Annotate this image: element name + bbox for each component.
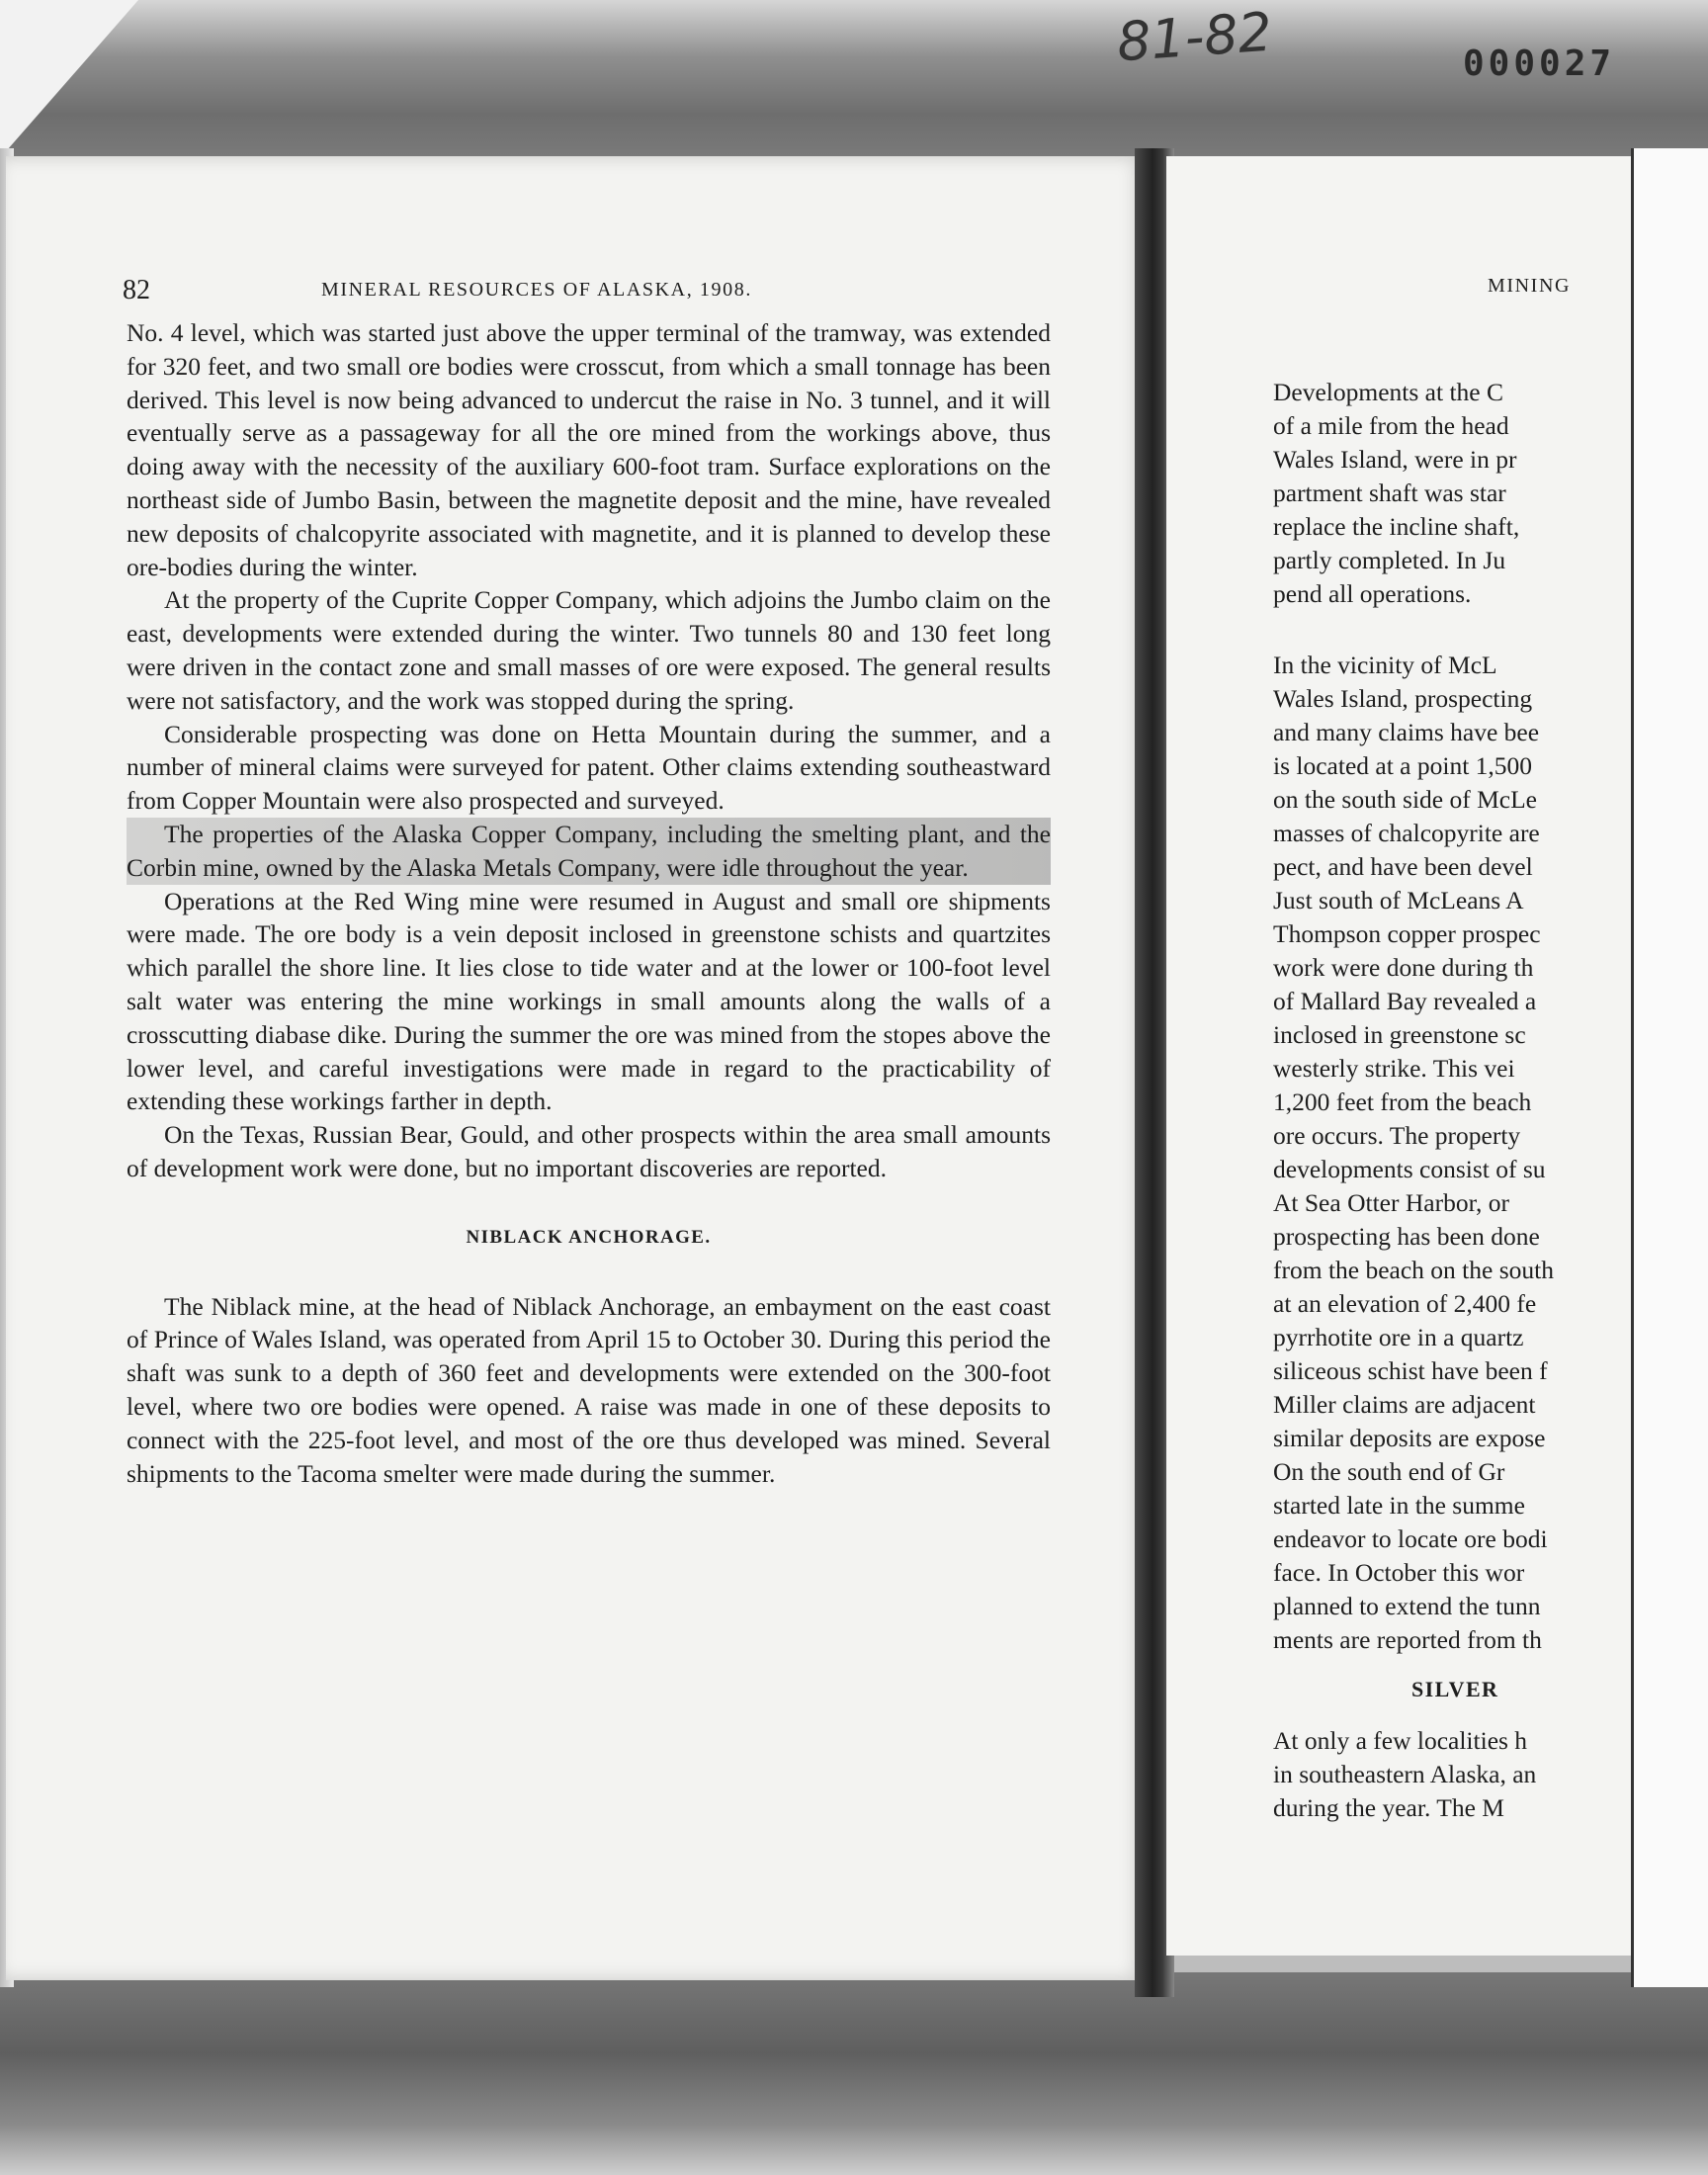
text-line: Miller claims are adjacent	[1273, 1390, 1536, 1419]
running-head-title: MINERAL RESOURCES OF ALASKA, 1908.	[321, 279, 752, 301]
scanner-bottom-band	[0, 1972, 1708, 2175]
text-line: 1,200 feet from the beach	[1273, 1088, 1532, 1116]
section-heading: SILVER	[1411, 1677, 1499, 1701]
text-line: pend all operations.	[1273, 579, 1472, 608]
right-edge-strip	[1631, 148, 1708, 1987]
right-running-head: MINING	[1488, 275, 1572, 297]
text-line: partly completed. In Ju	[1273, 546, 1506, 574]
scanner-top-band	[0, 0, 1708, 163]
text-line: during the year. The M	[1273, 1793, 1504, 1822]
text-line: At only a few localities h	[1273, 1726, 1528, 1755]
text-line: of Mallard Bay revealed a	[1273, 987, 1537, 1015]
text-line: in southeastern Alaska, an	[1273, 1760, 1537, 1788]
text-line: pect, and have been devel	[1273, 852, 1533, 881]
text-line: planned to extend the tunn	[1273, 1592, 1541, 1620]
text-line: is located at a point 1,500	[1273, 751, 1533, 780]
paragraph: Operations at the Red Wing mine were resumed in August and small ore shipments were made. The ore body is a vein deposit inclosed in greenstone schists and quartzites which parallel the shore line. It lies close to tide water and at the lower or 100-foot level salt water was entering the mine workings in small amounts along the walls of a crosscutting diabase dike. During the summer the ore was mined from the stopes above the lower level, and careful investigations were made in regard to the practicability of extending these workings farther in depth.	[127, 886, 1051, 1116]
text-line: inclosed in greenstone sc	[1273, 1020, 1526, 1049]
text-line: Wales Island, prospecting	[1273, 684, 1533, 713]
folded-corner	[0, 0, 138, 158]
section-heading: NIBLACK ANCHORAGE.	[466, 1226, 712, 1248]
text-line: partment shaft was star	[1273, 478, 1506, 507]
text-line: face. In October this wor	[1273, 1558, 1525, 1587]
text-line: Developments at the C	[1273, 378, 1503, 406]
right-page	[1166, 156, 1631, 1956]
left-running-head	[119, 275, 1068, 314]
text-line: of a mile from the head	[1273, 411, 1509, 440]
text-line: Just south of McLeans A	[1273, 886, 1524, 914]
text-line: and many claims have bee	[1273, 718, 1540, 746]
page-number: 82	[123, 275, 150, 305]
text-line: at an elevation of 2,400 fe	[1273, 1289, 1537, 1318]
text-line: ments are reported from th	[1273, 1625, 1542, 1654]
text-line: work were done during th	[1273, 953, 1534, 982]
paragraph: On the Texas, Russian Bear, Gould, and other prospects within the area small amounts of development work were done, but no important discoveries are reported.	[127, 1120, 1051, 1182]
handwritten-note: 81-82	[1114, 0, 1274, 74]
text-line: from the beach on the south	[1273, 1256, 1554, 1284]
text-line: prospecting has been done	[1273, 1222, 1540, 1251]
text-line: ore occurs. The property	[1273, 1121, 1521, 1150]
left-page-body	[127, 316, 1051, 1490]
right-page-body	[1273, 376, 1631, 1825]
paragraph: At the property of the Cuprite Copper Company, which adjoins the Jumbo claim on the east, developments were extended during the winter. Two tunnels 80 and 130 feet long were driven in the contact zone and small masses of ore were exposed. The general results were not satisfactory, and the work was stopped during the spring.	[127, 585, 1051, 715]
text-line: started late in the summe	[1273, 1491, 1525, 1520]
text-line: similar deposits are expose	[1273, 1424, 1546, 1452]
text-line: On the south end of Gr	[1273, 1457, 1505, 1486]
document-stamp: 000027	[1463, 44, 1616, 84]
highlighted-paragraph: The properties of the Alaska Copper Company, including the smelting plant, and the Corbin mine, owned by the Alaska Metals Company, were idle throughout the year.	[127, 818, 1051, 885]
text-line: Wales Island, were in pr	[1273, 445, 1517, 474]
text-line: pyrrhotite ore in a quartz	[1273, 1323, 1524, 1351]
text-line: masses of chalcopyrite are	[1273, 819, 1540, 847]
text-line: Thompson copper prospec	[1273, 919, 1541, 948]
text-line: replace the incline shaft,	[1273, 512, 1520, 541]
text-line: endeavor to locate ore bodi	[1273, 1524, 1548, 1553]
paragraph: Considerable prospecting was done on Hetta Mountain during the summer, and a number of mineral claims were surveyed for patent. Other claims extending southeastward from Copper Mountain were also prospected and surveyed.	[127, 719, 1051, 816]
paragraph: The Niblack mine, at the head of Niblack Anchorage, an embayment on the east coast of Prince of Wales Island, was operated from April 15 to October 30. During this period the shaft was sunk to a depth of 360 feet and developments were extended on the 300-foot level, where two ore bodies were opened. A raise was made in one of these deposits to connect with the 225-foot level, and most of the ore thus developed was mined. Several shipments to the Tacoma smelter were made during the summer.	[127, 1291, 1051, 1488]
text-line: westerly strike. This vei	[1273, 1054, 1515, 1083]
text-line: In the vicinity of McL	[1273, 651, 1497, 679]
text-line: At Sea Otter Harbor, or	[1273, 1188, 1510, 1217]
text-line: developments consist of su	[1273, 1155, 1546, 1183]
text-line: on the south side of McLe	[1273, 785, 1537, 814]
paragraph: No. 4 level, which was started just above the upper terminal of the tramway, was extended for 320 feet, and two small ore bodies were crosscut, from which a small tonnage has been derived. This level is now being advanced to undercut the raise in No. 3 tunnel, and it will eventually serve as a passageway for all the ore mined from the workings above, thus doing away with the necessity of the auxiliary 600-foot tram. Surface explorations on the northeast side of Jumbo Basin, between the magnetite deposit and the mine, have revealed new deposits of chalcopyrite associated with magnetite, and it is planned to develop these ore-bodies during the winter.	[127, 318, 1051, 581]
text-line: siliceous schist have been f	[1273, 1356, 1548, 1385]
